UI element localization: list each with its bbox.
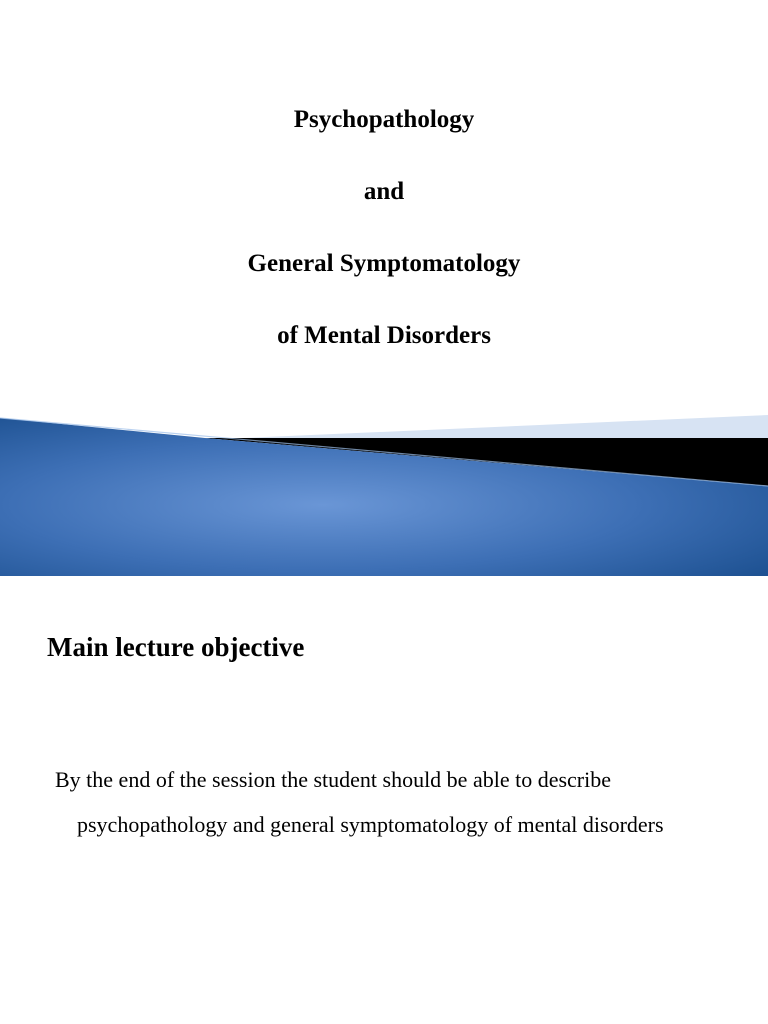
slide-heading: Main lecture objective bbox=[47, 632, 305, 662]
banner-pale-strip bbox=[220, 415, 768, 439]
title-line-3: General Symptomatology bbox=[247, 250, 521, 277]
title-line-4: of Mental Disorders bbox=[277, 322, 491, 349]
decorative-banner bbox=[0, 410, 768, 576]
title-line-1: Psychopathology bbox=[293, 106, 475, 133]
title-line-2: and bbox=[363, 178, 405, 205]
slide-body-text: By the end of the session the student should be able to describe psychopathology and general symptomatology of mental disorders bbox=[55, 767, 664, 837]
objective-slide bbox=[0, 576, 768, 1024]
